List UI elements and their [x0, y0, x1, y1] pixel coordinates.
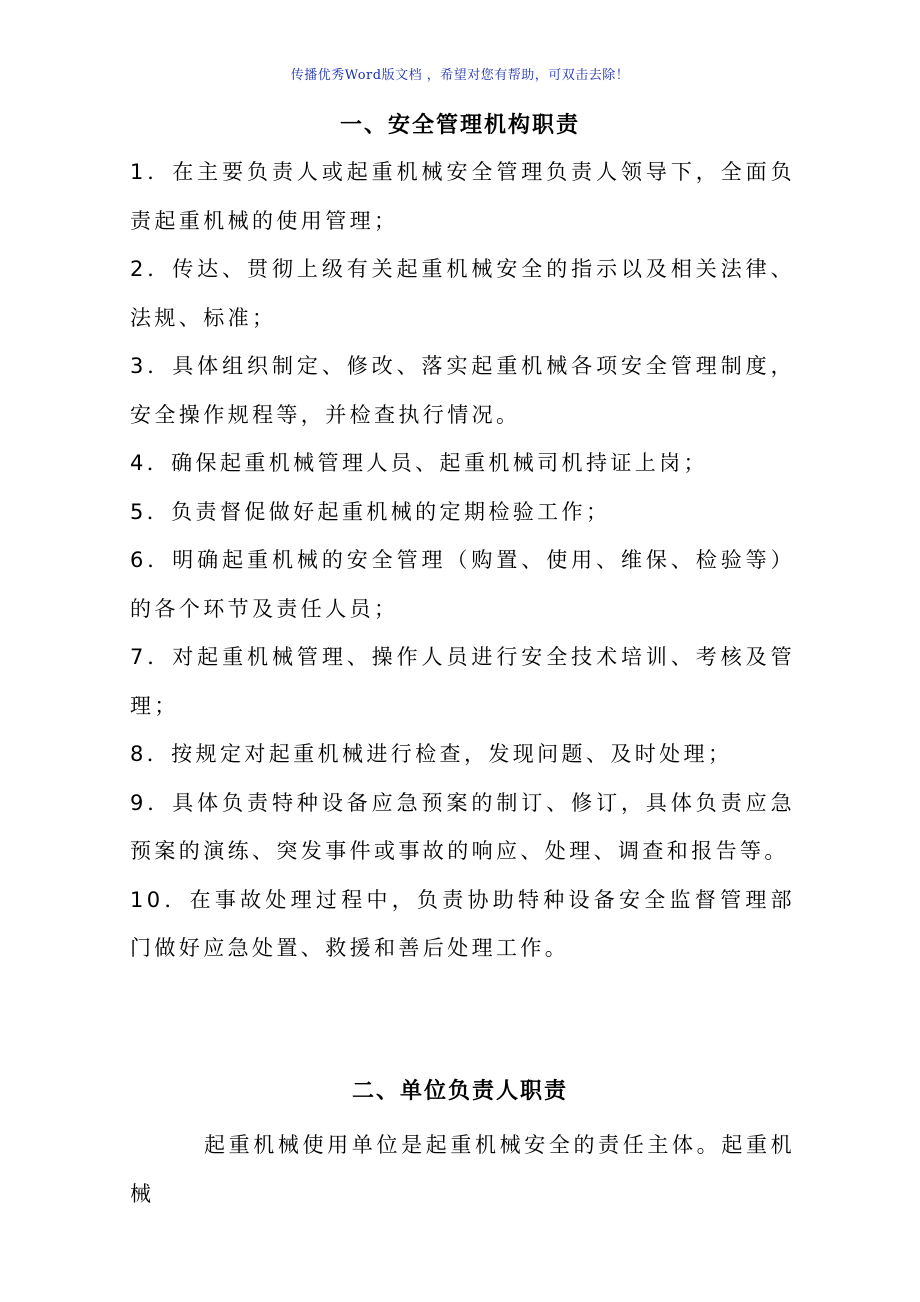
list-item: 4．确保起重机械管理人员、起重机械司机持证上岗； — [130, 451, 708, 475]
responsibility-list — [130, 148, 795, 973]
list-item: 5．负责督促做好起重机械的定期检验工作； — [130, 499, 611, 524]
list-item: 9．具体负责特种设备应急预案的制订、修订，具体负责应急预案的演练、突发事件或事故的响应、处理、调查和报告等。 — [130, 790, 795, 863]
list-item: 8．按规定对起重机械进行检查，发现问题、及时处理； — [130, 742, 733, 766]
list-item: 3．具体组织制定、修改、落实起重机械各项安全管理制度，安全操作规程等，并检查执行情况。 — [130, 354, 795, 427]
unit-head-paragraph: 起重机械使用单位是起重机械安全的责任主体。起重机械 — [130, 1133, 795, 1206]
list-item: 2．传达、贯彻上级有关起重机械安全的指示以及相关法律、法规、标准； — [130, 257, 795, 330]
list-item: 1．在主要负责人或起重机械安全管理负责人领导下，全面负责起重机械的使用管理； — [130, 160, 795, 233]
section-title-unit-head: 二、单位负责人职责 — [351, 1079, 568, 1104]
document-header-banner: 传播优秀Word版文档 ，希望对您有帮助，可双击去除！ — [290, 68, 630, 83]
list-item: 7．对起重机械管理、操作人员进行安全技术培训、考核及管理； — [130, 645, 795, 718]
section-title-safety-management: 一、安全管理机构职责 — [339, 113, 580, 138]
list-item: 6．明确起重机械的安全管理（购置、使用、维保、检验等）的各个环节及责任人员； — [130, 548, 795, 621]
list-item: 10．在事故处理过程中，负责协助特种设备安全监督管理部门做好应急处置、救援和善后处理工作。 — [130, 887, 795, 960]
